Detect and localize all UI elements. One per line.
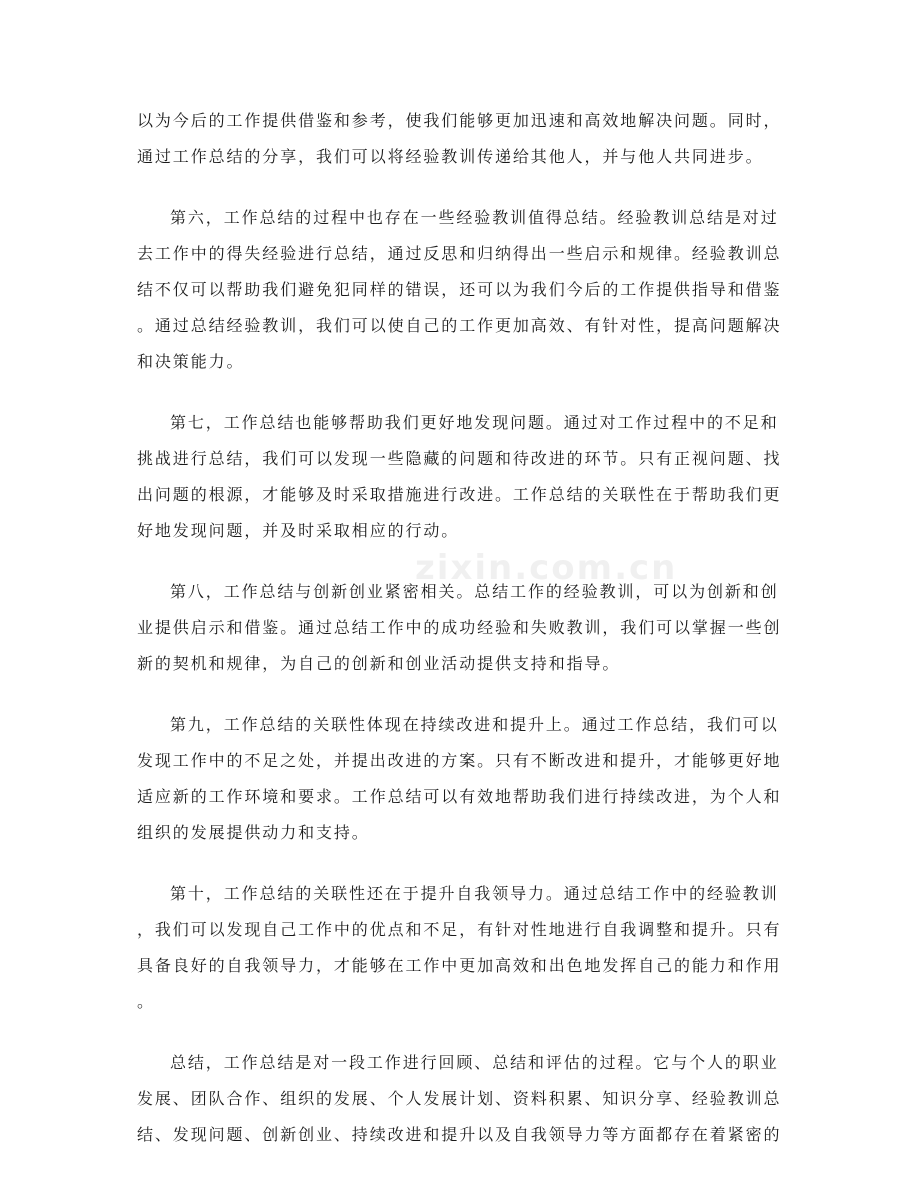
text-line: 挑战进行总结，我们可以发现一些隐藏的问题和待改进的环节。只有正视问题、找 bbox=[137, 449, 782, 468]
paragraph bbox=[137, 876, 787, 1020]
text-line: 以为今后的工作提供借鉴和参考，使我们能够更加迅速和高效地解决问题。同时， bbox=[137, 111, 782, 130]
paragraph bbox=[137, 707, 787, 851]
text-line: 第八，工作总结与创新创业紧密相关。总结工作的经验教训，可以为创新和创 bbox=[170, 582, 779, 601]
text-line: 第六，工作总结的过程中也存在一些经验教训值得总结。经验教训总结是对过 bbox=[170, 208, 779, 227]
paragraph bbox=[137, 103, 787, 175]
text-line: ，我们可以发现自己工作中的优点和不足，有针对性地进行自我调整和提升。只有 bbox=[137, 920, 782, 939]
text-line: 适应新的工作环境和要求。工作总结可以有效地帮助我们进行持续改进，为个人和 bbox=[137, 787, 782, 806]
text-line: 总结，工作总结是对一段工作进行回顾、总结和评估的过程。它与个人的职业 bbox=[170, 1053, 779, 1072]
document-body bbox=[137, 103, 787, 1178]
text-line: 通过工作总结的分享，我们可以将经验教训传递给其他人，并与他人共同进步。 bbox=[137, 147, 764, 166]
text-line: 组织的发展提供动力和支持。 bbox=[137, 823, 370, 842]
text-line: 。 bbox=[137, 992, 155, 1011]
text-line: 新的契机和规律，为自己的创新和创业活动提供支持和指导。 bbox=[137, 654, 621, 673]
text-line: 出问题的根源，才能够及时采取措施进行改进。工作总结的关联性在于帮助我们更 bbox=[137, 485, 782, 504]
text-line: 去工作中的得失经验进行总结，通过反思和归纳得出一些启示和规律。经验教训总 bbox=[137, 244, 782, 263]
text-line: 具备良好的自我领导力，才能够在工作中更加高效和出色地发挥自己的能力和作用 bbox=[137, 956, 782, 975]
paragraph bbox=[137, 405, 787, 549]
text-line: 。通过总结经验教训，我们可以使自己的工作更加高效、有针对性，提高问题解决 bbox=[137, 316, 782, 335]
text-line: 结、发现问题、创新创业、持续改进和提升以及自我领导力等方面都存在着紧密的 bbox=[137, 1125, 782, 1144]
text-line: 第九，工作总结的关联性体现在持续改进和提升上。通过工作总结，我们可以 bbox=[170, 715, 779, 734]
text-line: 好地发现问题，并及时采取相应的行动。 bbox=[137, 521, 460, 540]
paragraph bbox=[137, 200, 787, 380]
paragraph bbox=[137, 1045, 787, 1153]
text-line: 发展、团队合作、组织的发展、个人发展计划、资料积累、知识分享、经验教训总 bbox=[137, 1089, 782, 1108]
watermark: zixin.com.cn bbox=[415, 548, 678, 588]
text-line: 结不仅可以帮助我们避免犯同样的错误，还可以为我们今后的工作提供指导和借鉴 bbox=[137, 280, 782, 299]
text-line: 第七，工作总结也能够帮助我们更好地发现问题。通过对工作过程中的不足和 bbox=[170, 413, 779, 432]
text-line: 第十，工作总结的关联性还在于提升自我领导力。通过总结工作中的经验教训 bbox=[170, 884, 779, 903]
paragraph bbox=[137, 574, 787, 682]
text-line: 发现工作中的不足之处，并提出改进的方案。只有不断改进和提升，才能够更好地 bbox=[137, 751, 782, 770]
text-line: 业提供启示和借鉴。通过总结工作中的成功经验和失败教训，我们可以掌握一些创 bbox=[137, 618, 782, 637]
text-line: 和决策能力。 bbox=[137, 352, 245, 371]
